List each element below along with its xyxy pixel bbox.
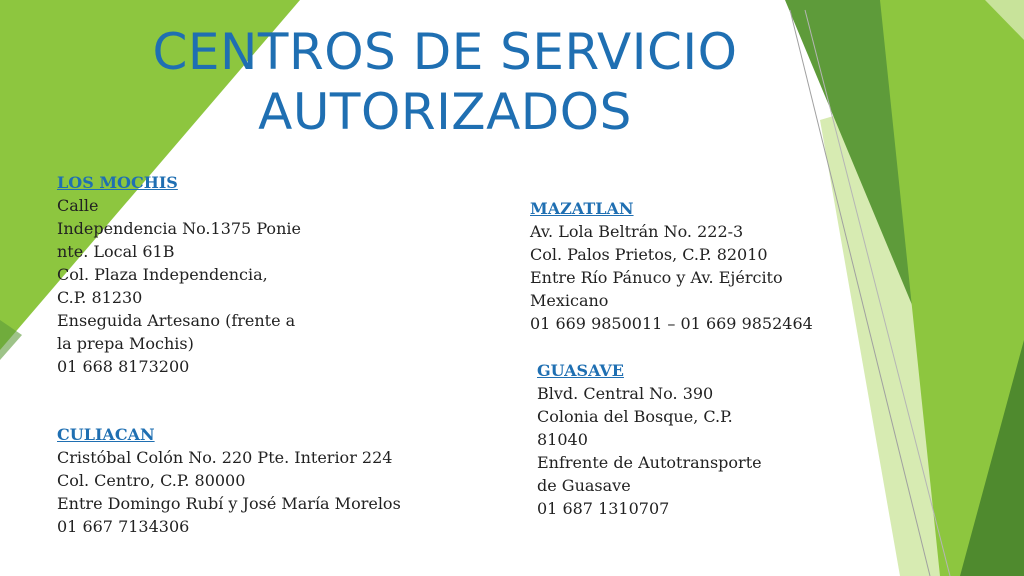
address-line: Col. Centro, C.P. 80000 xyxy=(57,471,246,490)
location-culiacan xyxy=(57,423,401,538)
location-guasave xyxy=(537,359,762,520)
location-mazatlan xyxy=(530,197,813,335)
slide-title xyxy=(120,22,770,142)
address-line: Colonia del Bosque, C.P. xyxy=(537,407,733,426)
address-line: nte. Local 61B xyxy=(57,242,175,261)
address-line: Calle xyxy=(57,196,99,215)
location-heading: CULIACAN xyxy=(57,425,155,444)
address-line: Av. Lola Beltrán No. 222-3 xyxy=(530,222,744,241)
address-line: C.P. 81230 xyxy=(57,288,143,307)
phone-line: 01 687 1310707 xyxy=(537,499,670,518)
address-line: Enfrente de Autotransporte xyxy=(537,453,762,472)
location-heading: MAZATLAN xyxy=(530,199,634,218)
title-line-1: CENTROS DE SERVICIO xyxy=(152,23,738,81)
address-line: Col. Palos Prietos, C.P. 82010 xyxy=(530,245,768,264)
address-line: 81040 xyxy=(537,430,588,449)
address-line: de Guasave xyxy=(537,476,631,495)
phone-line: 01 667 7134306 xyxy=(57,517,190,536)
address-line: Independencia No.1375 Ponie xyxy=(57,219,301,238)
phone-line: 01 669 9850011 – 01 669 9852464 xyxy=(530,314,813,333)
address-line: la prepa Mochis) xyxy=(57,334,194,353)
address-line: Mexicano xyxy=(530,291,609,310)
location-heading: GUASAVE xyxy=(537,361,624,380)
location-los-mochis xyxy=(57,171,301,378)
location-heading: LOS MOCHIS xyxy=(57,173,178,192)
address-line: Blvd. Central No. 390 xyxy=(537,384,714,403)
address-line: Enseguida Artesano (frente a xyxy=(57,311,296,330)
title-line-2: AUTORIZADOS xyxy=(258,83,632,141)
address-line: Entre Domingo Rubí y José María Morelos xyxy=(57,494,401,513)
phone-line: 01 668 8173200 xyxy=(57,357,190,376)
address-line: Col. Plaza Independencia, xyxy=(57,265,268,284)
address-line: Entre Río Pánuco y Av. Ejército xyxy=(530,268,783,287)
address-line: Cristóbal Colón No. 220 Pte. Interior 224 xyxy=(57,448,393,467)
